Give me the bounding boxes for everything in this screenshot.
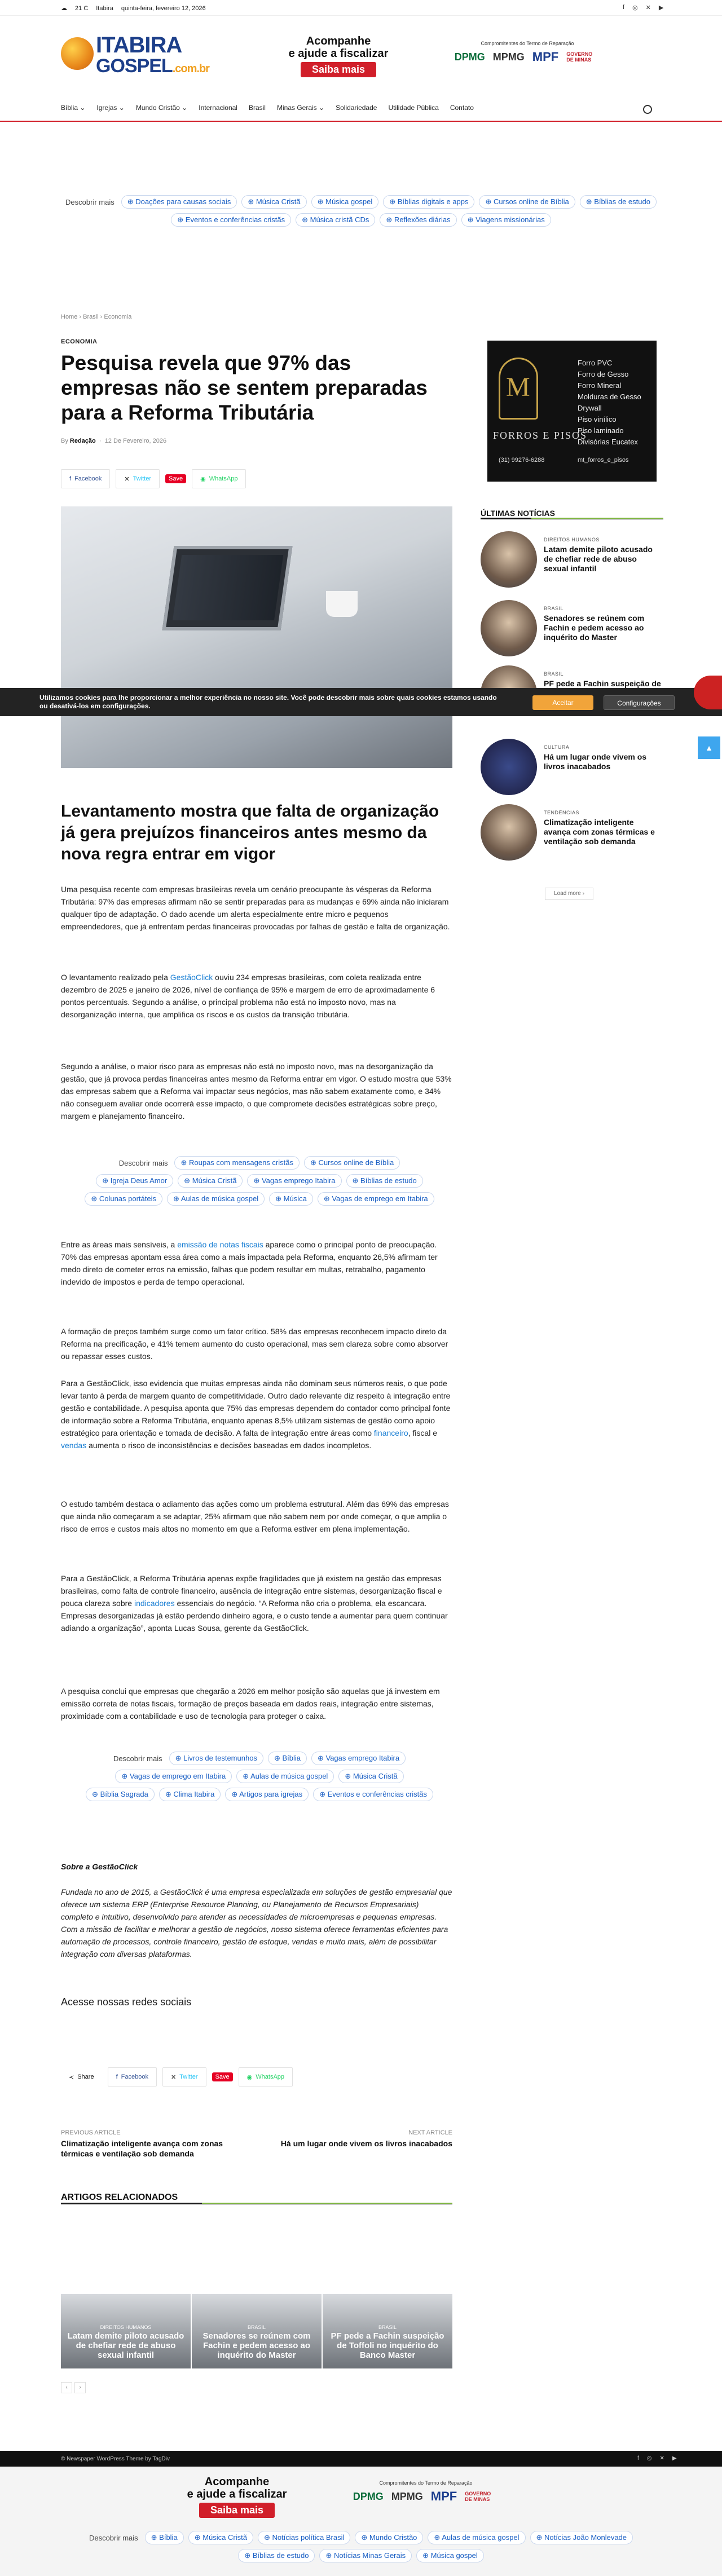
discover-pill[interactable]: ⊕ Vagas de emprego em Itabira [318,1192,434,1206]
sidebar-news-item[interactable]: TENDÊNCIAS Climatização inteligente avança com zonas térmicas e ventilação sob demanda [481,804,663,861]
paragraph: O estudo também destaca o adiamento das ações como um problema estrutural. Além das 69% das empresas que ainda não começaram a se adaptar, 25% afirmam que não sabem nem por onde começar, o que amplia o risco de erros e custos mais altos no momento em que a Reforma estiver em plena implementação. [61,1499,449,1533]
discover-pill[interactable]: ⊕ Eventos e conferências cristãs [313,1788,433,1801]
cookie-banner: Utilizamos cookies para lhe proporcionar a melhor experiência no nosso site. Você pode descobrir mais sobre quais cookies estamos usando ou desativá-los em configurações. Aceitar Configurações [0,688,722,716]
inline-link[interactable]: vendas [61,1441,87,1450]
related-card[interactable]: BRASIL Senadores se reúnem com Fachin e pedem acesso ao inquérito do Master [192,2294,322,2368]
discover-pill[interactable]: ⊕ Roupas com mensagens cristãs [174,1156,300,1170]
current-date: quinta-feira, fevereiro 12, 2026 [121,5,206,12]
facebook-icon[interactable]: f [637,2455,639,2462]
discover-pill[interactable]: ⊕ Aulas de música gospel [167,1192,265,1206]
paragraph: O levantamento realizado pela GestãoClick ouviu 234 empresas brasileiras, com coleta realizada entre dezembro de 2025 e janeiro de 2026, nível de confiança de 95% e margem de erro de aproximadamente 6 pontos percentuais. Segundo a análise, o principal problema não está no imposto novo, mas na desorganização interna, que amplifica os riscos e os custos da transição tributária. [61,973,435,1019]
related-card[interactable]: DIREITOS HUMANOS Latam demite piloto acusado de chefiar rede de abuso sexual infantil [61,2294,191,2368]
discover-pill[interactable]: ⊕ Bíblias de estudo [580,195,657,209]
inline-link[interactable]: financeiro [373,1428,408,1437]
whatsapp-icon: ◉ [246,2074,253,2081]
next-page-button[interactable]: › [74,2382,86,2393]
article-date: 12 De Fevereiro, 2026 [104,438,167,444]
share-twitter-button[interactable]: ✕ Twitter [162,2067,206,2087]
twitter-icon: ✕ [124,475,130,483]
main-nav [0,99,722,122]
share-icon: ≺ [69,2074,74,2081]
discover-pill[interactable]: ⊕ Música Cristã [188,2531,253,2544]
nav-solidariedade[interactable]: Solidariedade [336,104,377,112]
paragraph: A pesquisa conclui que empresas que chegarão a 2026 em melhor posição são aquelas que já investem em emissão correta de notas fiscais, formação de preços baseada em dados reais, integração entre sistemas, proximidade com a contabilidade e uso de tecnologia para proteger o caixa. [61,1687,440,1721]
discover-pill[interactable]: ⊕ Música cristã CDs [296,213,375,227]
weather-temp: 21 C [75,5,89,12]
discover-pill[interactable]: ⊕ Livros de testemunhos [169,1752,263,1765]
discover-pill[interactable]: ⊕ Música gospel [416,2549,484,2562]
discover-mid2: Descobrir mais ⊕ Livros de testemunhos ⊕ Bíblia ⊕ Vagas emprego Itabira ⊕ Vagas de emprego em Itabira ⊕ Aulas de música gospel ⊕ Música Cristã ⊕ Bíblia Sagrada ⊕ Clima Itabira ⊕ Artigos para igrejas ⊕ Eventos e conferências cristãs [85,1752,434,1801]
load-more-button[interactable]: Load more › [545,888,593,900]
share-whatsapp-button[interactable]: ◉ WhatsApp [239,2067,293,2087]
news-thumbnail [481,739,537,795]
footer-bar: © Newspaper WordPress Theme by TagDiv f ◎ ✕ ▶ [0,2451,722,2467]
instagram-icon[interactable]: ◎ [646,2455,652,2462]
discover-pill[interactable]: ⊕ Música Cristã [338,1770,403,1783]
share-save-button[interactable]: Save [165,469,186,488]
about-text: Fundada no ano de 2015, a GestãoClick é uma empresa especializada em soluções de gestão empresarial que oferece um sistema ERP (Enterprise Resource Planning, ou Planejamento de Recursos Empresariais) completo e intuitivo, desenvolvido para atender as necessidades de microempresas e pequenas empresas. Com a missão de facilitar e melhorar a gestão de negócios, nosso sistema oferece ferramentas eficientes para automação de processos, controle financeiro, gestão de estoque, vendas e muito mais, além de possibilitar integração com diversas plataformas. [61,1887,452,1959]
nav-igrejas[interactable]: Igrejas ⌄ [96,104,125,112]
header-banner[interactable]: Acompanhe e ajude a fiscalizar Saiba mais [282,35,395,78]
discover-pill[interactable]: ⊕ Mundo Cristão [355,2531,423,2544]
share-bar-top [61,469,246,488]
sidebar-news-item[interactable]: DIREITOS HUMANOS Latam demite piloto acusado de chefiar rede de abuso sexual infantil [481,531,663,588]
nav-contato[interactable]: Contato [450,104,474,112]
facebook-icon: f [116,2074,118,2080]
gov-logos: Compromitentes do Termo de Reparação DPMG MPMG MPF GOVERNO DE MINAS [353,2480,491,2503]
share-whatsapp-button[interactable]: ◉ WhatsApp [192,469,246,488]
discover-pill[interactable]: ⊕ Artigos para igrejas [225,1788,309,1801]
discover-pill[interactable]: ⊕ Aulas de música gospel [428,2531,525,2544]
discover-pill[interactable]: ⊕ Eventos e conferências cristãs [171,213,291,227]
search-icon[interactable] [643,105,652,114]
related-card[interactable]: BRASIL PF pede a Fachin suspeição de Toffoli no inquérito do Banco Master [323,2294,452,2368]
laptop-image [162,546,292,630]
previous-article[interactable]: PREVIOUS ARTICLE Climatização inteligente avança com zonas térmicas e ventilação sob demanda [61,2129,223,2158]
author-link[interactable]: Redação [69,438,96,444]
share-bar-bottom [61,2067,293,2087]
discover-pill[interactable]: ⊕ Vagas emprego Itabira [311,1752,406,1765]
facebook-icon: f [69,475,72,482]
cookie-accept-button[interactable]: Aceitar [532,695,593,710]
article-meta: By Redação · 12 De Fevereiro, 2026 [61,438,167,444]
discover-pill[interactable]: ⊕ Cursos online de Bíblia [304,1156,400,1170]
discover-pill[interactable]: ⊕ Viagens missionárias [461,213,551,227]
saiba-mais-button[interactable]: Saiba mais [199,2503,275,2518]
youtube-icon[interactable]: ▶ [658,5,664,11]
discover-pill[interactable]: ⊕ Aulas de música gospel [236,1770,334,1783]
discover-pill[interactable]: ⊕ Música Cristã [178,1174,243,1188]
discover-pill[interactable]: ⊕ Bíblias digitais e apps [383,195,474,209]
discover-pill[interactable]: ⊕ Música [269,1192,313,1206]
paragraph: Entre as áreas mais sensíveis, a emissão de notas fiscais aparece como o principal ponto de preocupação. 70% das empresas apontam essa área como a mais impactada pela Reforma, enquanto 26,5% afirmam ter medo direto de cometer erros na emissão, falhas que podem resultar em multas, retrabalho, pagamento indevido de impostos e perda de tempo operacional. [61,1240,438,1286]
article-title: Pesquisa revela que 97% das empresas não se sentem preparadas para a Reforma Tributária [61,351,428,424]
article-category[interactable]: ECONOMIA [61,338,98,345]
sidebar-news-item[interactable]: BRASIL Senadores se reúnem com Fachin e pedem acesso ao inquérito do Master [481,600,663,656]
inline-link[interactable]: emissão de notas fiscais [177,1240,263,1249]
news-thumbnail [481,804,537,861]
share-facebook-button[interactable]: f Facebook [108,2067,157,2087]
news-thumbnail [481,665,537,688]
prev-page-button[interactable]: ‹ [61,2382,72,2393]
paragraph: Para a GestãoClick, isso evidencia que muitas empresas ainda não dominam seus números reais, o que pode levar tanto à perda de margem quanto de competitividade. Outro dado relevante diz respeito à integração entre gestão e contabilidade. A pesquisa aponta que 75% das empresas dependem do contador como principal fonte de informação sobre a Reforma Tributária, enquanto apenas 8,5% utilizam sistemas de gestão como apoio estratégico para orientação e tomada de decisão. A falta de integração entre áreas como financeiro, fiscal e vendas aumenta o risco de inconsistências e decisões baseadas em dados incompletos. [61,1379,451,1450]
instagram-icon[interactable]: ◎ [632,5,638,11]
nav-minas-gerais[interactable]: Minas Gerais ⌄ [276,104,325,112]
article-subtitle: Levantamento mostra que falta de organização já gera prejuízos financeiros antes mesmo da nova regra entrar em vigor [61,802,439,863]
discover-mid1: Descobrir mais ⊕ Roupas com mensagens cristãs ⊕ Cursos online de Bíblia ⊕ Igreja Deus Amor ⊕ Música Cristã ⊕ Vagas emprego Itabira ⊕ Bíblias de estudo ⊕ Colunas portáteis ⊕ Aulas de música gospel ⊕ Música ⊕ Vagas de emprego em Itabira [85,1156,434,1206]
discover-pill[interactable]: ⊕ Vagas de emprego em Itabira [115,1770,232,1783]
discover-pill[interactable]: ⊕ Clima Itabira [159,1788,221,1801]
share-save-button[interactable]: Save [212,2067,233,2087]
top-bar [0,0,722,16]
microphone-icon [61,37,94,70]
discover-pill[interactable]: ⊕ Notícias João Monlevade [530,2531,633,2544]
sidebar-ad[interactable]: M FORROS E PISOS Forro PVC Forro de Gesso Forro Mineral Molduras de Gesso Drywall Piso vinílico Piso laminado Divisórias Eucatex (31) 99276-6288 mt_forros_e_pisos [487,341,657,482]
nav-biblia[interactable]: Bíblia ⌄ [61,104,86,112]
discover-pill[interactable]: ⊕ Bíblia [145,2531,184,2544]
latest-news-heading: ÚLTIMAS NOTÍCIAS [481,509,663,519]
twitter-icon[interactable]: ✕ [645,5,651,11]
scroll-up-button[interactable]: ▲ [698,736,720,759]
breadcrumb[interactable]: Home › Brasil › Economia [61,314,132,320]
coffee-cup-image [326,591,358,617]
inline-link[interactable]: indicadores [134,1599,175,1608]
paragraph: Uma pesquisa recente com empresas brasileiras revela um cenário preocupante às vésperas da Reforma Tributária: 97% das empresas afirmam não se sentir preparadas para as mudanças e 69% ainda não iniciaram qualquer tipo de adaptação. O dado acende um alerta especialmente entre micro e pequenos empreendedores, que já enfrentam perdas financeiras provocadas por falhas de gestão e falta de organização. [61,885,450,931]
next-article[interactable]: NEXT ARTICLE Há um lugar onde vivem os livros inacabados [280,2129,452,2148]
discover-top: Descobrir mais ⊕ Doações para causas sociais ⊕ Música Cristã ⊕ Música gospel ⊕ Bíblias digitais e apps ⊕ Cursos online de Bíblia ⊕ Bíblias de estudo ⊕ Eventos e conferências cristãs ⊕ Música cristã CDs ⊕ Reflexões diárias ⊕ Viagens missionárias [51,195,671,227]
youtube-icon[interactable]: ▶ [672,2455,677,2462]
sidebar-news-item[interactable]: BRASIL PF pede a Fachin suspeição de [481,665,663,688]
discover-pill[interactable]: ⊕ Colunas portáteis [85,1192,162,1206]
footer-banner[interactable]: Acompanhe e ajude a fiscalizar Saiba mais [180,2476,293,2518]
twitter-icon: ✕ [170,2074,177,2081]
article-hero-image [61,506,452,768]
paragraph: A formação de preços também surge como um fator crítico. 58% das empresas reconhecem impacto direto da Reforma na precificação, e 41% temem aumento do custo operacional, mas sem clareza sobre como absorver ou repassar esses custos. [61,1327,448,1361]
nav-utilidade-publica[interactable]: Utilidade Pública [388,104,439,112]
discover-pill[interactable]: ⊕ Notícias política Brasil [258,2531,350,2544]
discover-pill[interactable]: ⊕ Reflexões diárias [380,213,456,227]
discover-pill[interactable]: ⊕ Música Cristã [241,195,306,209]
sidebar-news-item[interactable]: CULTURA Há um lugar onde vivem os livros inacabados [481,739,663,795]
discover-pill[interactable]: ⊕ Bíblias de estudo [346,1174,423,1188]
discover-pill[interactable]: ⊕ Bíblia [268,1752,307,1765]
social-networks-heading: Acesse nossas redes sociais [61,1996,192,2008]
paragraph: Segundo a análise, o maior risco para as empresas não está no imposto novo, mas na desorganização da gestão, que já provoca perdas financeiras antes mesmo da Reforma entrar em vigor. O estudo mostra que 53% das empresas sabem que a Reforma vai impactar seus negócios, mas não sabem exatamente como, e 34% não conseguem avaliar onde ocorrerá esse impacto, o que compromete decisões estratégicas sobre preço, margem e planejamento financeiro. [61,1062,452,1121]
related-pagination [61,2382,86,2393]
nav-internacional[interactable]: Internacional [199,104,237,112]
site-logo[interactable]: ITABIRA GOSPEL.com.br [61,33,224,78]
discover-pill[interactable]: ⊕ Vagas emprego Itabira [247,1174,341,1188]
nav-mundo-cristao[interactable]: Mundo Cristão ⌄ [135,104,188,112]
share-facebook-button[interactable]: f Facebook [61,469,110,488]
ad-logo-icon [499,358,538,420]
share-label: ≺ Share [69,2074,94,2081]
news-thumbnail [481,531,537,588]
cookie-config-button[interactable]: Configurações [604,695,675,710]
discover-pill[interactable]: ⊕ Doações para causas sociais [121,195,237,209]
saiba-mais-button[interactable]: Saiba mais [301,62,376,77]
paragraph: Para a GestãoClick, a Reforma Tributária apenas expõe fragilidades que já existem na gestão das empresas brasileiras, como falta de controle financeiro, ausência de integração entre sistemas, desorganização fiscal e pouca clareza sobre indicadores essenciais do negócio. “A Reforma não cria o problema, ela escancara. Empresas desorganizadas já estão perdendo dinheiro agora, e o custo tende a aumentar para quem continuar adiando a organização”, aponta Lucas Sousa, gerente da GestãoClick. [61,1574,448,1633]
news-thumbnail [481,600,537,656]
footer-area [0,2467,722,2576]
inline-link[interactable]: GestãoClick [170,973,213,982]
discover-pill[interactable]: ⊕ Bíblia Sagrada [86,1788,155,1801]
share-twitter-button[interactable]: ✕ Twitter [116,469,160,488]
related-heading: ARTIGOS RELACIONADOS [61,2193,452,2204]
discover-bottom: Descobrir mais ⊕ Bíblia ⊕ Música Cristã ⊕ Notícias política Brasil ⊕ Mundo Cristão ⊕ Aulas de música gospel ⊕ Notícias João Monlevade ⊕ Bíblias de estudo ⊕ Notícias Minas Gerais ⊕ Música gospel [56,2531,666,2562]
discover-pill[interactable]: ⊕ Igreja Deus Amor [96,1174,173,1188]
facebook-icon[interactable]: f [623,4,625,11]
nav-brasil[interactable]: Brasil [248,104,266,112]
gov-logos: Compromitentes do Termo de Reparação DPMG MPMG MPF GOVERNO DE MINAS [454,41,593,64]
discover-pill[interactable]: ⊕ Bíblias de estudo [238,2549,315,2562]
about-title: Sobre a GestãoClick [61,1862,138,1871]
whatsapp-icon: ◉ [200,475,206,483]
discover-pill[interactable]: ⊕ Música gospel [311,195,379,209]
weather-city: Itabira [96,5,113,12]
weather-icon: ☁ [61,5,67,12]
twitter-icon[interactable]: ✕ [659,2455,664,2462]
discover-pill[interactable]: ⊕ Notícias Minas Gerais [319,2549,412,2562]
discover-pill[interactable]: ⊕ Cursos online de Bíblia [479,195,575,209]
